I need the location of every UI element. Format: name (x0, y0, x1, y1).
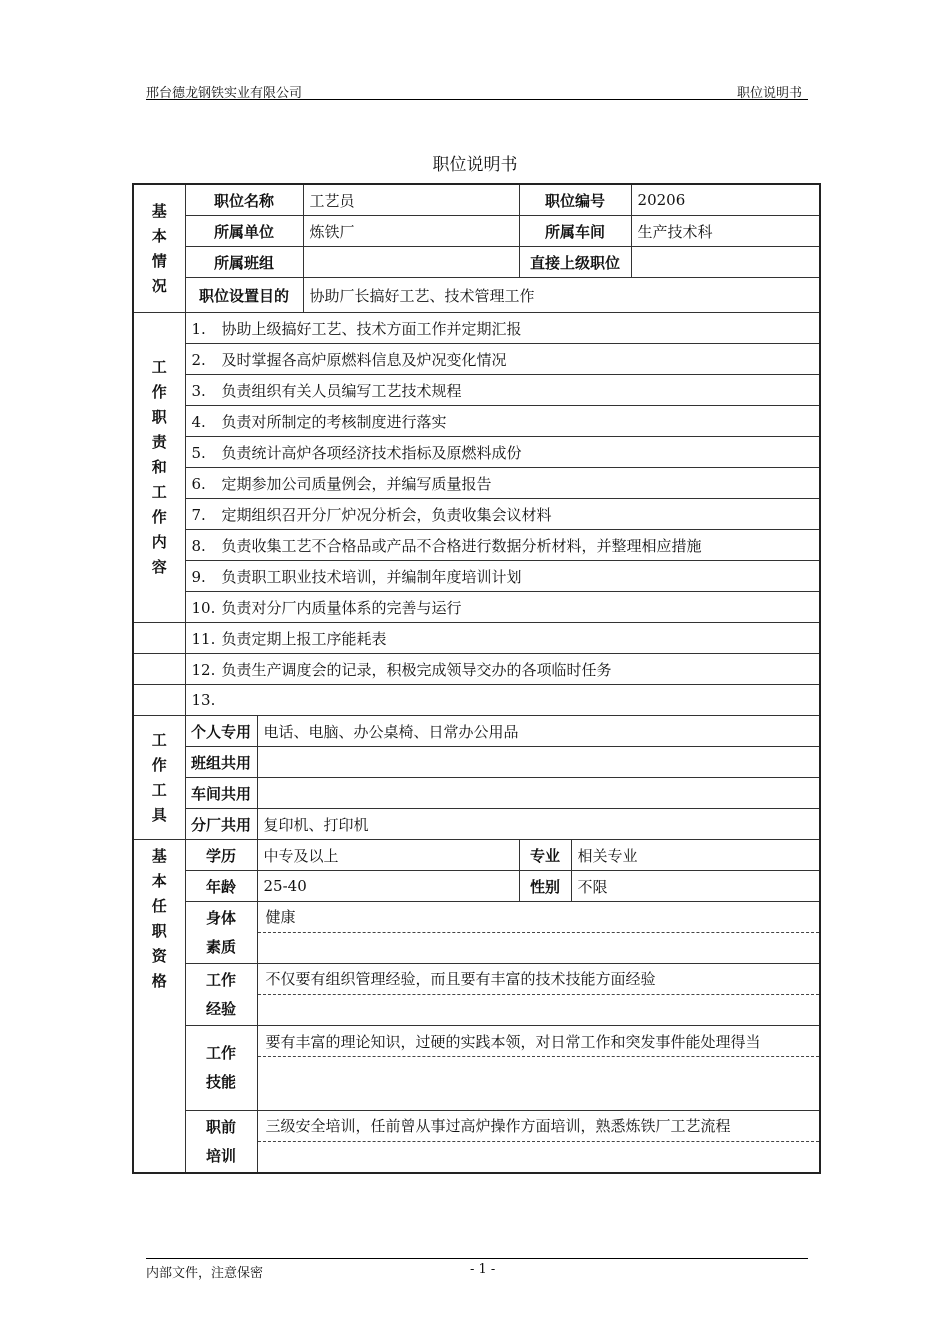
section-basic-info: 基 本 情 况 (133, 184, 185, 313)
section-tools: 工 作 工 具 (133, 716, 185, 840)
physical-value: 健康 (257, 902, 820, 964)
major-value: 相关专业 (571, 840, 820, 871)
education-label: 学历 (185, 840, 257, 871)
footer-note: 内部文件，注意保密 (146, 1266, 264, 1281)
duty-item: 6. 定期参加公司质量例会，并编写质量报告 (185, 468, 820, 499)
tool-value (257, 778, 820, 809)
unit-value: 炼铁厂 (303, 216, 519, 247)
experience-label: 工作 经验 (185, 964, 257, 1026)
duty-side-cell (133, 623, 185, 654)
position-code-label: 职位编号 (519, 184, 631, 216)
section-duties: 工 作 职 责 和 工 作 内 容 (133, 313, 185, 623)
tool-label: 个人专用 (185, 716, 257, 747)
job-description-table (132, 183, 821, 1174)
skills-label: 工作 技能 (185, 1026, 257, 1111)
experience-value: 不仅要有组织管理经验，而且要有丰富的技术技能方面经验 (257, 964, 820, 1026)
header-company: 邢台德龙钢铁实业有限公司 (146, 86, 303, 101)
header-doc-type: 职位说明书 (737, 86, 803, 101)
tool-value (257, 747, 820, 778)
gender-label: 性别 (519, 871, 571, 902)
physical-label: 身体 素质 (185, 902, 257, 964)
duty-item: 9. 负责职工职业技术培训，并编制年度培训计划 (185, 561, 820, 592)
age-value: 25-40 (257, 871, 519, 902)
header-divider (146, 99, 808, 100)
position-code-value: 20206 (631, 184, 820, 216)
footer-page-number: - 1 - (470, 1262, 496, 1277)
document-title: 职位说明书 (432, 155, 518, 175)
footer-divider (146, 1258, 808, 1259)
education-value: 中专及以上 (257, 840, 519, 871)
training-value: 三级安全培训，任前曾从事过高炉操作方面培训，熟悉炼铁厂工艺流程 (257, 1111, 820, 1174)
workshop-value: 生产技术科 (631, 216, 820, 247)
duty-item: 7. 定期组织召开分厂炉况分析会，负责收集会议材料 (185, 499, 820, 530)
tool-label: 分厂共用 (185, 809, 257, 840)
section-qualification: 基 本 任 职 资 格 (133, 840, 185, 1174)
position-name-value: 工艺员 (303, 184, 519, 216)
duty-item: 12. 负责生产调度会的记录，积极完成领导交办的各项临时任务 (185, 654, 820, 685)
duty-side-cell (133, 654, 185, 685)
duty-item: 10. 负责对分厂内质量体系的完善与运行 (185, 592, 820, 623)
duty-item: 1. 协助上级搞好工艺、技术方面工作并定期汇报 (185, 313, 820, 344)
age-label: 年龄 (185, 871, 257, 902)
purpose-value: 协助厂长搞好工艺、技术管理工作 (303, 278, 820, 313)
tool-label: 班组共用 (185, 747, 257, 778)
team-value (303, 247, 519, 278)
tool-label: 车间共用 (185, 778, 257, 809)
training-label: 职前 培训 (185, 1111, 257, 1174)
duty-item: 4. 负责对所制定的考核制度进行落实 (185, 406, 820, 437)
tool-value: 电话、电脑、办公桌椅、日常办公用品 (257, 716, 820, 747)
duty-item: 8. 负责收集工艺不合格品或产品不合格进行数据分析材料，并整理相应措施 (185, 530, 820, 561)
superior-label: 直接上级职位 (519, 247, 631, 278)
team-label: 所属班组 (185, 247, 303, 278)
duty-item: 11. 负责定期上报工序能耗表 (185, 623, 820, 654)
tool-value: 复印机、打印机 (257, 809, 820, 840)
skills-value: 要有丰富的理论知识，过硬的实践本领，对日常工作和突发事件能处理得当 (257, 1026, 820, 1111)
duty-item: 2. 及时掌握各高炉原燃料信息及炉况变化情况 (185, 344, 820, 375)
duty-item: 5. 负责统计高炉各项经济技术指标及原燃料成份 (185, 437, 820, 468)
purpose-label: 职位设置目的 (185, 278, 303, 313)
workshop-label: 所属车间 (519, 216, 631, 247)
major-label: 专业 (519, 840, 571, 871)
duty-side-cell (133, 685, 185, 716)
superior-value (631, 247, 820, 278)
position-name-label: 职位名称 (185, 184, 303, 216)
gender-value: 不限 (571, 871, 820, 902)
duty-item: 13. (185, 685, 820, 716)
duty-item: 3. 负责组织有关人员编写工艺技术规程 (185, 375, 820, 406)
unit-label: 所属单位 (185, 216, 303, 247)
